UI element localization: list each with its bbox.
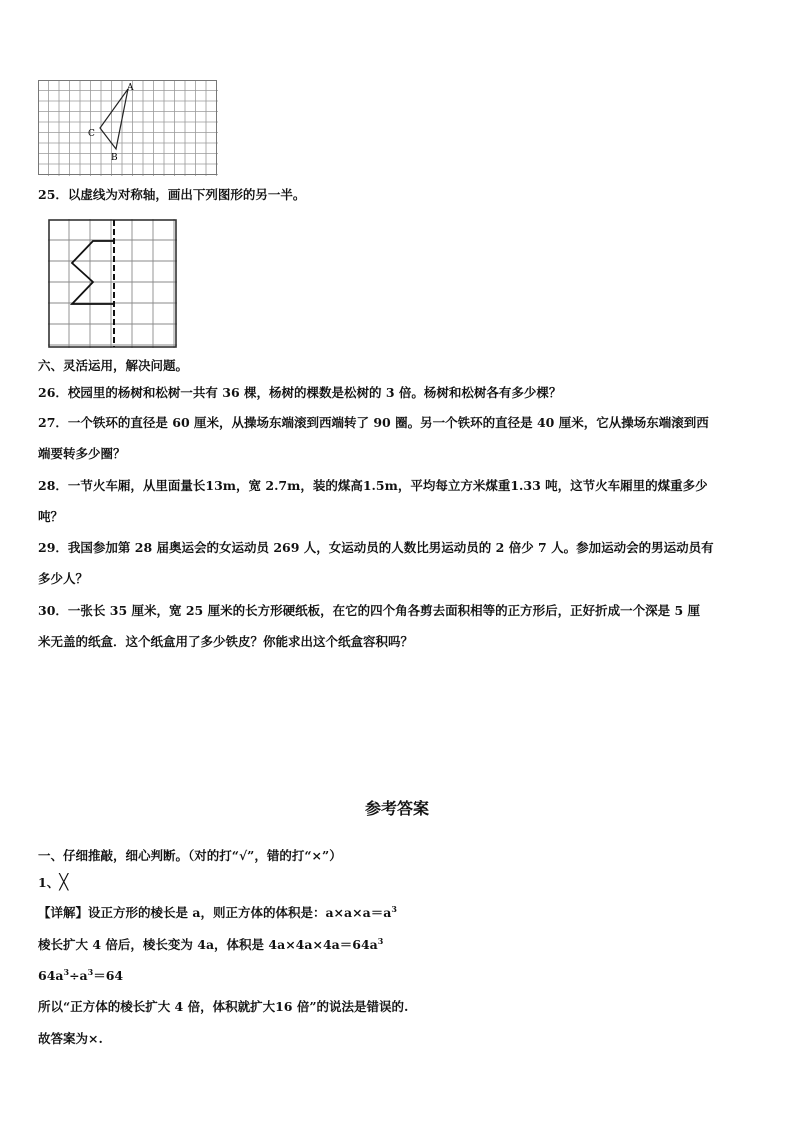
half-shape bbox=[72, 241, 114, 304]
label-b: B bbox=[111, 153, 118, 163]
question-29-line1: 29．我国参加第 28 届奥运会的女运动员 269 人，女运动员的人数比男运动员的 2 倍少 7 人。参加运动会的男运动员有 bbox=[38, 540, 714, 555]
answer-section-1-heading: 一、仔细推敲，细心判断。（对的打“√”，错的打“×”） bbox=[38, 848, 342, 863]
answer-1-header bbox=[38, 873, 68, 892]
symmetry-grid-figure bbox=[48, 219, 178, 349]
question-29-line2: 多少人？ bbox=[38, 571, 89, 586]
question-26: 26．校园里的杨树和松树一共有 36 棵，杨树的棵数是松树的 3 倍。杨树和松树各有多少棵？ bbox=[38, 385, 562, 400]
answer-1-line5: 故答案为×. bbox=[38, 1031, 103, 1046]
question-28-line2: 吨？ bbox=[38, 509, 64, 524]
section-6-heading: 六、灵活运用，解决问题。 bbox=[38, 358, 189, 373]
triangle-abc bbox=[100, 89, 128, 149]
answer-1-number: 1、 bbox=[38, 875, 60, 890]
answers-title: 参考答案 bbox=[364, 799, 429, 818]
question-27-line2: 端要转多少圈？ bbox=[38, 446, 126, 461]
triangle-grid-figure bbox=[38, 80, 218, 176]
answer-1-line4: 所以“正方体的棱长扩大 4 倍，体积就扩大16 倍”的说法是错误的. bbox=[38, 999, 409, 1014]
answer-1-mark: ╳ bbox=[59, 873, 69, 891]
question-27-line1: 27．一个铁环的直径是 60 厘米，从操场东端滚到西端转了 90 圈。另一个铁环的直径是 40 厘米，它从操场东端滚到西 bbox=[38, 415, 709, 430]
answer-1-line2: 棱长扩大 4 倍后，棱长变为 4a，体积是 $4a\times 4a\times 4a=64a^3$ bbox=[38, 935, 384, 952]
label-c: C bbox=[88, 129, 95, 139]
question-30-line1: 30．一张长 35 厘米，宽 25 厘米的长方形硬纸板，在它的四个角各剪去面积相等的正方形后，正好折成一个深是 5 厘 bbox=[38, 603, 700, 618]
question-28-line1: 28．一节火车厢，从里面量长13m，宽 2.7m，装的煤高1.5m，平均每立方米煤重1.33 吨，这节火车厢里的煤重多少 bbox=[38, 478, 708, 493]
answer-1-line1: 【详解】设正方形的棱长是 a，则正方体的体积是：$a\times a\times a=a^3$ bbox=[38, 903, 397, 920]
question-30-line2: 米无盖的纸盒．这个纸盒用了多少铁皮？你能求出这个纸盒容积吗？ bbox=[38, 634, 414, 649]
label-a: A bbox=[127, 83, 134, 93]
question-25: 25．以虚线为对称轴，画出下列图形的另一半。 bbox=[38, 187, 306, 202]
answer-1-line3: $64a^3\div a^3=64$ bbox=[38, 966, 124, 983]
